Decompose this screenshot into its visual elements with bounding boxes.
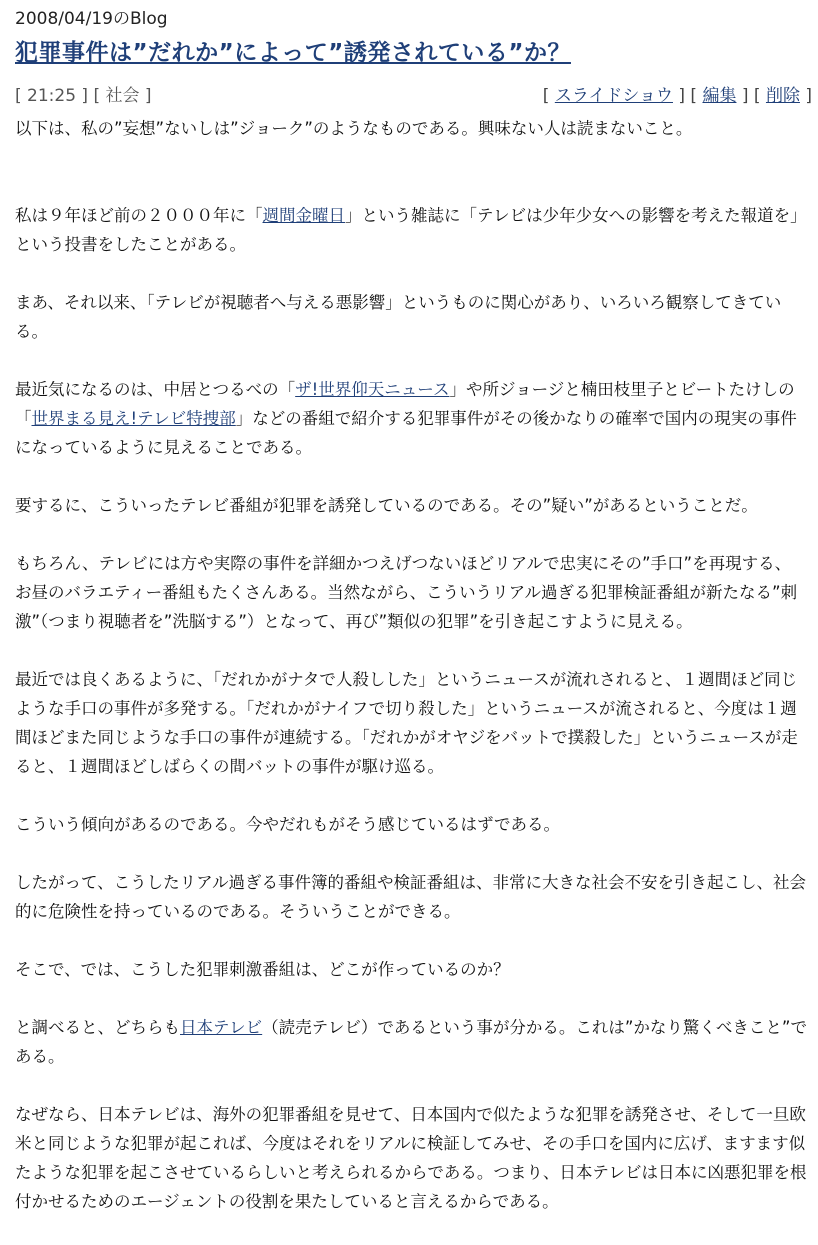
post-title[interactable]: 犯罪事件は”だれか”によって”誘発されている”か？ <box>15 40 571 66</box>
paragraph: まあ、それ以来、「テレビが視聴者へ与える悪影響」というものに関心があり、いろいろ観察してきている。 <box>15 293 782 341</box>
paragraph: 要するに、こういったテレビ番組が犯罪を誘発しているのである。その”疑い”があるということだ。 <box>15 496 758 515</box>
paragraph: なぜなら、日本テレビは、海外の犯罪番組を見せて、日本国内で似たような犯罪を誘発させ、そして一旦欧米と同じような犯罪が起これば、今度はそれをリアルに検証してみせ、その手口を国内に広げ、ますます似たような犯罪を起こさせているらしいと考えられるからである。つまり、日本テレビは日本に凶悪犯罪を根付かせるためのエージェントの役割を果たしていると言えるからである。 <box>15 1105 807 1211</box>
paragraph: 以下は、私の”妄想”ないしは”ジョーク”のようなものである。興味ない人は読まないこと。 <box>15 119 693 138</box>
bracket: [ <box>542 86 550 106</box>
separator: ] [ <box>678 86 698 106</box>
slideshow-link[interactable]: スライドショウ <box>554 86 673 106</box>
paragraph: こういう傾向があるのである。今やだれもがそう感じているはずである。 <box>15 815 560 834</box>
post-actions <box>543 81 812 106</box>
bracket: ] <box>805 86 812 106</box>
the-world-gyoten-news-link[interactable]: ザ!世界仰天ニュース <box>295 380 450 399</box>
paragraph: と調べると、どちらも日本テレビ（読売テレビ）であるという事が分かる。これは”かなり驚くべきこと”である。 <box>15 1018 807 1066</box>
edit-link[interactable]: 編集 <box>702 86 737 106</box>
paragraph: もちろん、テレビには方や実際の事件を詳細かつえげつないほどリアルで忠実にその”手口”を再現する、お昼のバラエティー番組もたくさんある。当然ながら、こういうリアル過ぎる犯罪検証番組が新たなる”刺激”（つまり視聴者を”洗脳する”）となって、再び”類似の犯罪”を引き起こすように見える。 <box>15 554 798 631</box>
paragraph: 最近では良くあるように、「だれかがナタで人殺しした」というニュースが流れされると、１週間ほど同じような手口の事件が多発する。「だれかがナイフで切り殺した」というニュースが流されると、今度は１週間ほどまた同じような手口の事件が連続する。「だれかがオヤジをバットで撲殺した」というニュースが走ると、１週間ほどしばらくの間バットの事件が駆け巡る。 <box>15 670 798 776</box>
post-body <box>15 114 807 1245</box>
separator: ] [ <box>741 86 761 106</box>
paragraph: そこで、では、こうした犯罪刺激番組は、どこが作っているのか？ <box>15 960 510 979</box>
shukan-kinyobi-link[interactable]: 週間金曜日 <box>262 206 345 225</box>
paragraph: したがって、こうしたリアル過ぎる事件簿的番組や検証番組は、非常に大きな社会不安を引き起こし、社会的に危険性を持っているのである。そういうことができる。 <box>15 873 807 921</box>
post-time: [ 21:25 ] <box>15 86 89 106</box>
post-meta-bar <box>15 81 812 106</box>
sekai-marumie-link[interactable]: 世界まる見え!テレビ特捜部 <box>31 409 236 428</box>
paragraph: 私は９年ほど前の２０００年に「週間金曜日」という雑誌に「テレビは少年少女への影響を考えた報道を」という投書をしたことがある。 <box>15 206 807 254</box>
nihon-tv-link[interactable]: 日本テレビ <box>180 1018 263 1037</box>
paragraph: 最近気になるのは、中居とつるべの「ザ!世界仰天ニュース」や所ジョージと楠田枝里子とビートたけしの「世界まる見え!テレビ特捜部」などの番組で紹介する犯罪事件がその後かなりの確率で国内の現実の事件になっているように見えることである。 <box>15 380 797 457</box>
delete-link[interactable]: 削除 <box>765 86 800 106</box>
post-category: [ 社会 ] <box>93 86 152 106</box>
post-meta-info <box>15 81 152 106</box>
blog-date: 2008/04/19のBlog <box>15 9 168 29</box>
